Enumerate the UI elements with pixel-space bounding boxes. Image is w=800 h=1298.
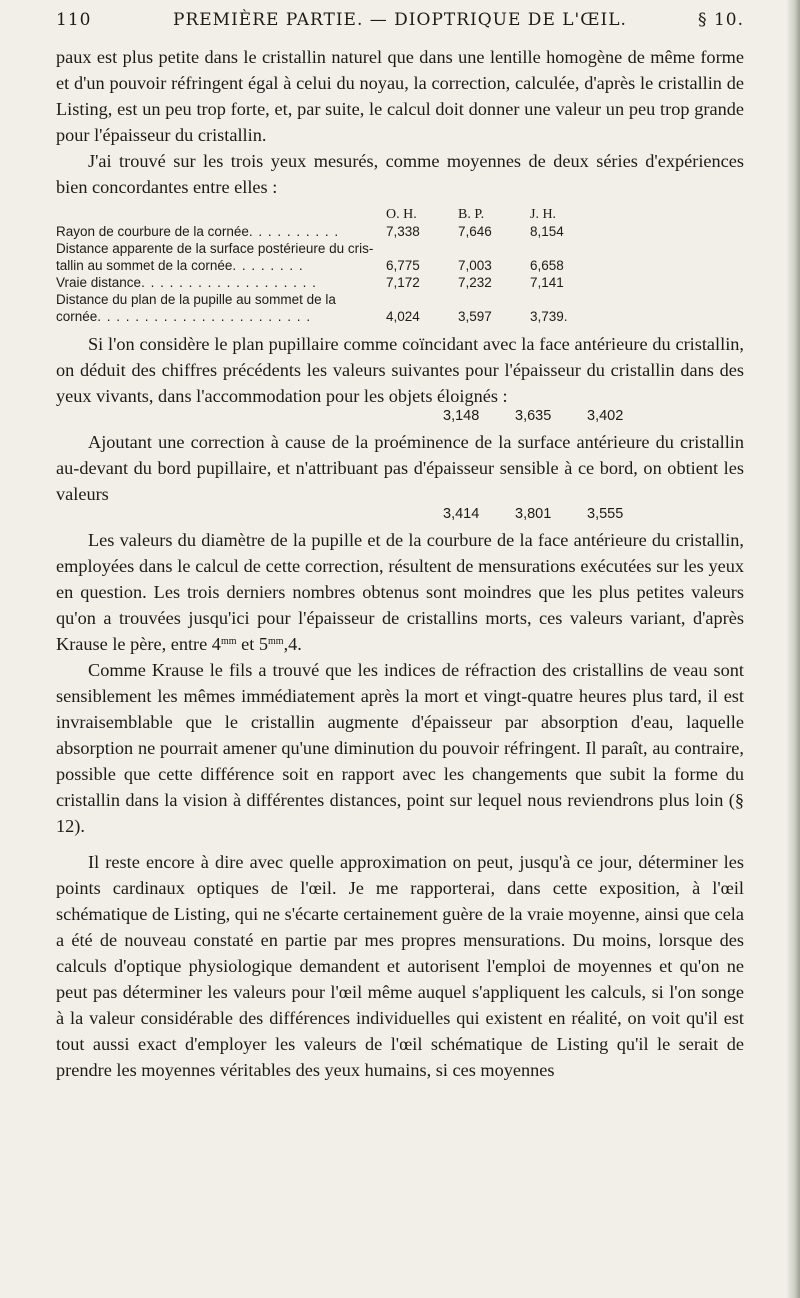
table-row (56, 240, 744, 257)
table-cell: 7,172 (386, 275, 420, 290)
column-header: J. H. (530, 207, 557, 222)
measurements-table (56, 206, 744, 325)
table-row: Vraie distance. . . . . . . . . . . . . . . . . . . 7,172 7,232 7,141 (56, 274, 744, 291)
row-label: Vraie distance (56, 275, 142, 290)
paragraph-4: Ajoutant une correction à cause de la proéminence de la surface antérieure du cristallin au-devant du bord pupillaire, et n'attribuant pas d'épaisseur sensible à ce bord, on obtient les valeurs (56, 432, 744, 504)
table-row: tallin au sommet de la cornée. . . . . . . . 6,775 7,003 6,658 (56, 257, 744, 274)
page-number: 110 (56, 10, 92, 30)
table-cell: 7,646 (458, 224, 492, 239)
row-label: Distance du plan de la pupille au sommet de la (56, 292, 336, 307)
text-run: et 5 (236, 634, 268, 654)
text-run: Les valeurs du diamètre de la pupille et de la courbure de la face antérieure du cristallin, employées dans le calcul de cette correction, résultent de mensurations exécutées sur les yeux en question. Les trois derniers nombres obtenus sont moindres que les plus petites valeurs qu'on a trouvées jusqu'ici pour l'épaisseur de cristallins morts, ces valeurs variant, d'après Krause le père, entre 4 (56, 530, 744, 654)
value: 3,414 (443, 506, 480, 522)
values-line-2 (56, 501, 744, 527)
paragraph-6: Comme Krause le fils a trouvé que les indices de réfraction des cristallins de veau sont sensiblement les mêmes immédiatement après la mort et vingt-quatre heures plus tard, il est invraisemblable que le cristallin augmente d'épaisseur par absorption d'eau, laquelle absorption ne pourrait amener qu'une diminution du pouvoir réfringent. Il paraît, au contraire, possible que cette différence soit en rapport avec les changements que subit la forme du cristallin dans la vision à différentes distances, point sur lequel nous reviendrons plus loin (§ 12). (56, 660, 744, 836)
column-header: O. H. (386, 207, 417, 222)
table-cell: 8,154 (530, 224, 564, 239)
paragraph-7: Il reste encore à dire avec quelle approximation on peut, jusqu'à ce jour, déterminer les points cardinaux optiques de l'œil. Je me rapporterai, dans cette exposition, à l'œil schématique de Listing, qui ne s'écarte certainement guère de la vraie moyenne, ainsi que cela a été de nouveau constaté en partie par mes propres mensurations. Du moins, lorsque des calculs d'optique physiologique demandent et autorisent l'emploi de moyennes et qu'on ne peut pas déterminer les valeurs pour l'œil même auquel s'appliquent les calculs, si l'on songe à la valeur considérable des différences individuelles qui existent en réalité, on voit qu'il est tout aussi exact d'employer les valeurs de l'œil schématique de Listing qu'il le serait de prendre les moyennes véritables des yeux humains, si ces moyennes (56, 852, 744, 1080)
paragraph-2: J'ai trouvé sur les trois yeux mesurés, comme moyennes de deux séries d'expériences bien concordantes entre elles : (56, 151, 744, 197)
table-cell: 7,003 (458, 258, 492, 273)
table-header-row (56, 206, 744, 223)
value: 3,801 (515, 506, 552, 522)
table-cell: 3,597 (458, 309, 492, 324)
table-cell: 7,141 (530, 275, 564, 290)
value: 3,402 (587, 408, 624, 424)
paragraph-1: paux est plus petite dans le cristallin naturel que dans une lentille homogène de même forme et d'un pouvoir réfringent égal à celui du noyau, la correction, calculée, d'après le cristallin de Listing, est un peu trop forte, et, par suite, le calcul doit donner une valeur un peu trop grande pour l'épaisseur du cristallin. (56, 47, 744, 145)
row-label: cornée (56, 309, 98, 324)
value: 3,148 (443, 408, 480, 424)
table-cell: 4,024 (386, 309, 420, 324)
table-cell: 7,232 (458, 275, 492, 290)
table-cell: 6,775 (386, 258, 420, 273)
running-title: PREMIÈRE PARTIE. — DIOPTRIQUE DE L'ŒIL. (173, 10, 627, 30)
unit-superscript: mm (220, 636, 237, 647)
page-edge (786, 0, 800, 1298)
table-row: Rayon de courbure de la cornée. . . . . . . . . . 7,338 7,646 8,154 (56, 223, 744, 240)
table-cell: 7,338 (386, 224, 420, 239)
table-row (56, 291, 744, 308)
paragraph-5 (56, 527, 744, 657)
value: 3,555 (587, 506, 624, 522)
table-cell: 3,739. (530, 309, 568, 324)
page-body (56, 44, 744, 1083)
table-cell: 6,658 (530, 258, 564, 273)
row-label: tallin au sommet de la cornée (56, 258, 233, 273)
running-header (56, 10, 744, 36)
table-row: cornée. . . . . . . . . . . . . . . . . . . . . . . 4,024 3,597 3,739. (56, 308, 744, 325)
value: 3,635 (515, 408, 552, 424)
text-run: ,4. (283, 634, 302, 654)
section-marker: § 10. (698, 10, 744, 30)
column-header: B. P. (458, 207, 485, 222)
paragraph-3: Si l'on considère le plan pupillaire comme coïncidant avec la face antérieure du cristallin, on déduit des chiffres précédents les valeurs suivantes pour l'épaisseur du cristallin dans des yeux vivants, dans l'accommodation pour les objets éloignés : (56, 334, 744, 406)
unit-superscript: mm (268, 636, 284, 647)
row-label: Rayon de courbure de la cornée (56, 224, 249, 239)
row-label: Distance apparente de la surface postérieure du cris- (56, 241, 374, 256)
